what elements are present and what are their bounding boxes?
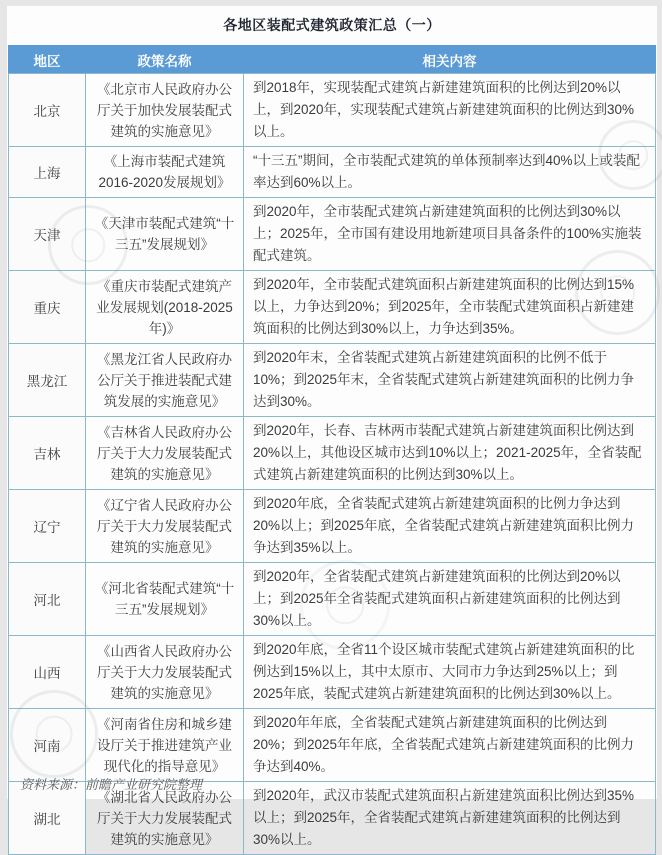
policy-cell: 《辽宁省人民政府办公厅关于大力发展装配式建筑的实施意见》 <box>86 490 244 563</box>
region-cell: 河南 <box>9 709 86 782</box>
content-cell: 到2020年底，全省11个设区城市装配式建筑占新建建筑面积的比例达到15%以上，其中太原市、大同市力争达到25%以上；到2025年底，装配式建筑占新建建筑面积的比例达到30%以上。 <box>244 636 656 709</box>
policy-cell: 《重庆市装配式建筑产业发展规划(2018-2025年)》 <box>86 271 244 344</box>
content-cell: 到2020年，长春、吉林两市装配式建筑占新建建筑面积比例达到20%以上，其他设区城市达到10%以上；2021-2025年，全省装配式建筑占新建建筑面积的比例达到30%以上。 <box>244 417 656 490</box>
table-row <box>9 563 656 636</box>
policy-cell: 《吉林省人民政府办公厅关于大力发展装配式建筑的实施意见》 <box>86 417 244 490</box>
region-cell: 天津 <box>9 198 86 271</box>
table-header-row <box>9 46 656 74</box>
page-title: 各地区装配式建筑政策汇总（一） <box>223 17 441 33</box>
content-cell: 到2018年，实现装配式建筑占新建建筑面积的比例达到20%以上，到2020年，实现装配式建筑占新建建筑面积的比例达到30%以上。 <box>244 74 656 147</box>
region-cell: 山西 <box>9 636 86 709</box>
content-cell: “十三五”期间，全市装配式建筑的单体预制率达到40%以上或装配率达到60%以上。 <box>244 147 656 198</box>
region-cell: 辽宁 <box>9 490 86 563</box>
region-cell: 河北 <box>9 563 86 636</box>
content-cell: 到2020年底，全省装配式建筑占新建建筑面积的比例力争达到20%以上；到2025年底，全省装配式建筑占新建建筑面积比例力争达到35%以上。 <box>244 490 656 563</box>
region-cell: 吉林 <box>9 417 86 490</box>
content-cell: 到2020年，全市装配式建筑占新建建筑面积的比例达到30%以上；2025年，全市国有建设用地新建项目具备条件的100%实施装配式建筑。 <box>244 198 656 271</box>
source-note: 资料来源：前瞻产业研究院整理 <box>20 777 203 792</box>
column-header-region: 地区 <box>9 46 86 74</box>
region-cell: 黑龙江 <box>9 344 86 417</box>
region-cell: 北京 <box>9 74 86 147</box>
table-row <box>9 344 656 417</box>
content-cell: 到2020年，全市装配式建筑面积占新建建筑面积的比例达到15%以上，力争达到20%；到2025年，全市装配式建筑面积占新建建筑面积的比例达到30%以上，力争达到35%。 <box>244 271 656 344</box>
policy-cell: 《山西省人民政府办公厅关于大力发展装配式建筑的实施意见》 <box>86 636 244 709</box>
policy-cell: 《湖北省人民政府办公厅关于大力发展装配式建筑的实施意见》 <box>86 782 244 855</box>
content-cell: 到2020年末，全省装配式建筑占新建建筑面积的比例不低于10%；到2025年末，全省装配式建筑占新建建筑面积的比例力争达到30%。 <box>244 344 656 417</box>
region-cell: 湖北 <box>9 782 86 855</box>
column-header-policy: 政策名称 <box>86 46 244 74</box>
policy-cell: 《天津市装配式建筑“十三五”发展规划》 <box>86 198 244 271</box>
content-cell: 到2020年，武汉市装配式建筑面积占新建建筑面积比例达到35%以上；到2025年，全省装配式建筑占新建建筑面积的比例达到30%以上。 <box>244 782 656 855</box>
table-row <box>9 636 656 709</box>
content-cell: 到2020年，全省装配式建筑占新建建筑面积的比例达到20%以上；到2025年全省装配式建筑面积占新建建筑面积的比例达到30%以上。 <box>244 563 656 636</box>
column-header-content: 相关内容 <box>244 46 656 74</box>
policy-cell: 《黑龙江省人民政府办公厅关于推进装配式建筑发展的实施意见》 <box>86 344 244 417</box>
table-row <box>9 198 656 271</box>
table-row <box>9 417 656 490</box>
content-panel <box>7 6 657 847</box>
policy-cell: 《北京市人民政府办公厅关于加快发展装配式建筑的实施意见》 <box>86 74 244 147</box>
region-cell: 上海 <box>9 147 86 198</box>
policy-cell: 《河南省住房和城乡建设厅关于推进建筑产业现代化的指导意见》 <box>86 709 244 782</box>
region-cell: 重庆 <box>9 271 86 344</box>
table-row <box>9 74 656 147</box>
policy-cell: 《上海市装配式建筑2016-2020发展规划》 <box>86 147 244 198</box>
policy-cell: 《河北省装配式建筑“十三五”发展规划》 <box>86 563 244 636</box>
content-cell: 到2020年年底，全省装配式建筑占新建建筑面积的比例达到20%；到2025年年底，全省装配式建筑占新建建筑面积的比例力争达到40%。 <box>244 709 656 782</box>
table-row <box>9 147 656 198</box>
table-row <box>9 709 656 782</box>
table-row <box>9 490 656 563</box>
policy-table <box>8 45 656 855</box>
table-row <box>9 271 656 344</box>
